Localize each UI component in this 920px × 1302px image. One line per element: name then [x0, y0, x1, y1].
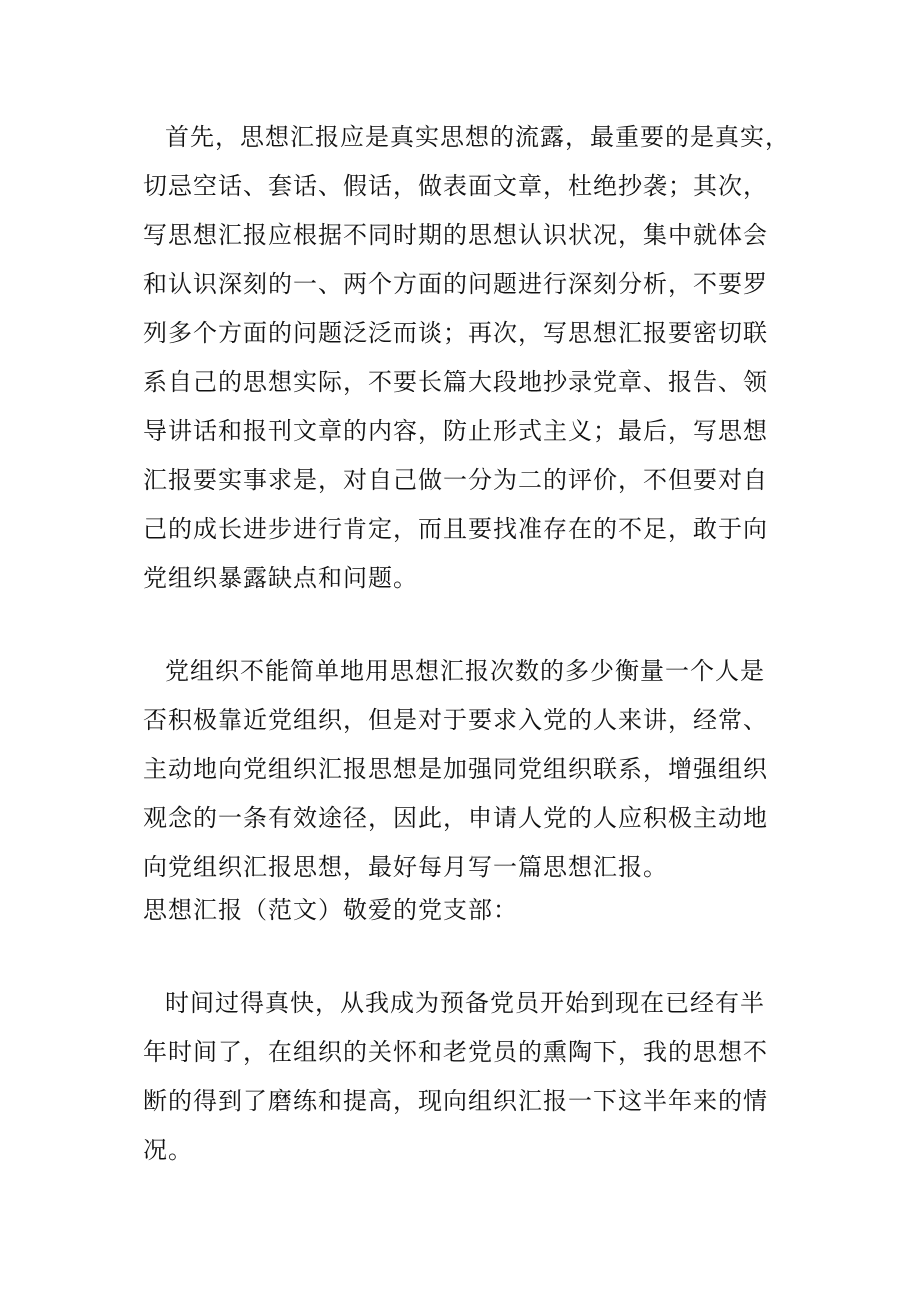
paragraph-4-line-3: 断的得到了磨练和提高，现向组织汇报一下这半年来的情 — [143, 1087, 768, 1115]
paragraph-2-line-4: 观念的一条有效途径，因此，申请人党的人应积极主动地 — [143, 804, 768, 832]
paragraph-1-line-7: 导讲话和报刊文章的内容，防止形式主义；最后，写思想 — [143, 417, 768, 445]
paragraph-1-line-1: 首先，思想汇报应是真实思想的流露，最重要的是真实， — [165, 123, 790, 151]
paragraph-1-line-3: 写思想汇报应根据不同时期的思想认识状况，集中就体会 — [143, 221, 768, 249]
paragraph-4-line-2: 年时间了，在组织的关怀和老党员的熏陶下，我的思想不 — [143, 1038, 768, 1066]
paragraph-2-line-5: 向党组织汇报思想，最好每月写一篇思想汇报。 — [143, 853, 668, 881]
sample-heading: 思想汇报（范文）敬爱的党支部： — [143, 896, 518, 924]
paragraph-1-line-2: 切忌空话、套话、假话，做表面文章，杜绝抄袭；其次， — [143, 172, 768, 200]
paragraph-2-line-1: 党组织不能简单地用思想汇报次数的多少衡量一个人是 — [165, 657, 765, 685]
paragraph-1-line-6: 系自己的思想实际，不要长篇大段地抄录党章、报告、领 — [143, 368, 768, 396]
paragraph-4-line-4: 况。 — [143, 1136, 193, 1164]
paragraph-2-line-2: 否积极靠近党组织，但是对于要求入党的人来讲，经常、 — [143, 706, 768, 734]
paragraph-1-line-5: 列多个方面的问题泛泛而谈；再次，写思想汇报要密切联 — [143, 319, 768, 347]
paragraph-1-line-10: 党组织暴露缺点和问题。 — [143, 564, 418, 592]
paragraph-1-line-9: 己的成长进步进行肯定，而且要找准存在的不足，敢于向 — [143, 515, 768, 543]
paragraph-2-line-3: 主动地向党组织汇报思想是加强同党组织联系，增强组织 — [143, 755, 768, 783]
paragraph-1-line-8: 汇报要实事求是，对自己做一分为二的评价，不但要对自 — [143, 466, 768, 494]
paragraph-1-line-4: 和认识深刻的一、两个方面的问题进行深刻分析，不要罗 — [143, 270, 768, 298]
paragraph-4-line-1: 时间过得真快，从我成为预备党员开始到现在已经有半 — [165, 989, 765, 1017]
